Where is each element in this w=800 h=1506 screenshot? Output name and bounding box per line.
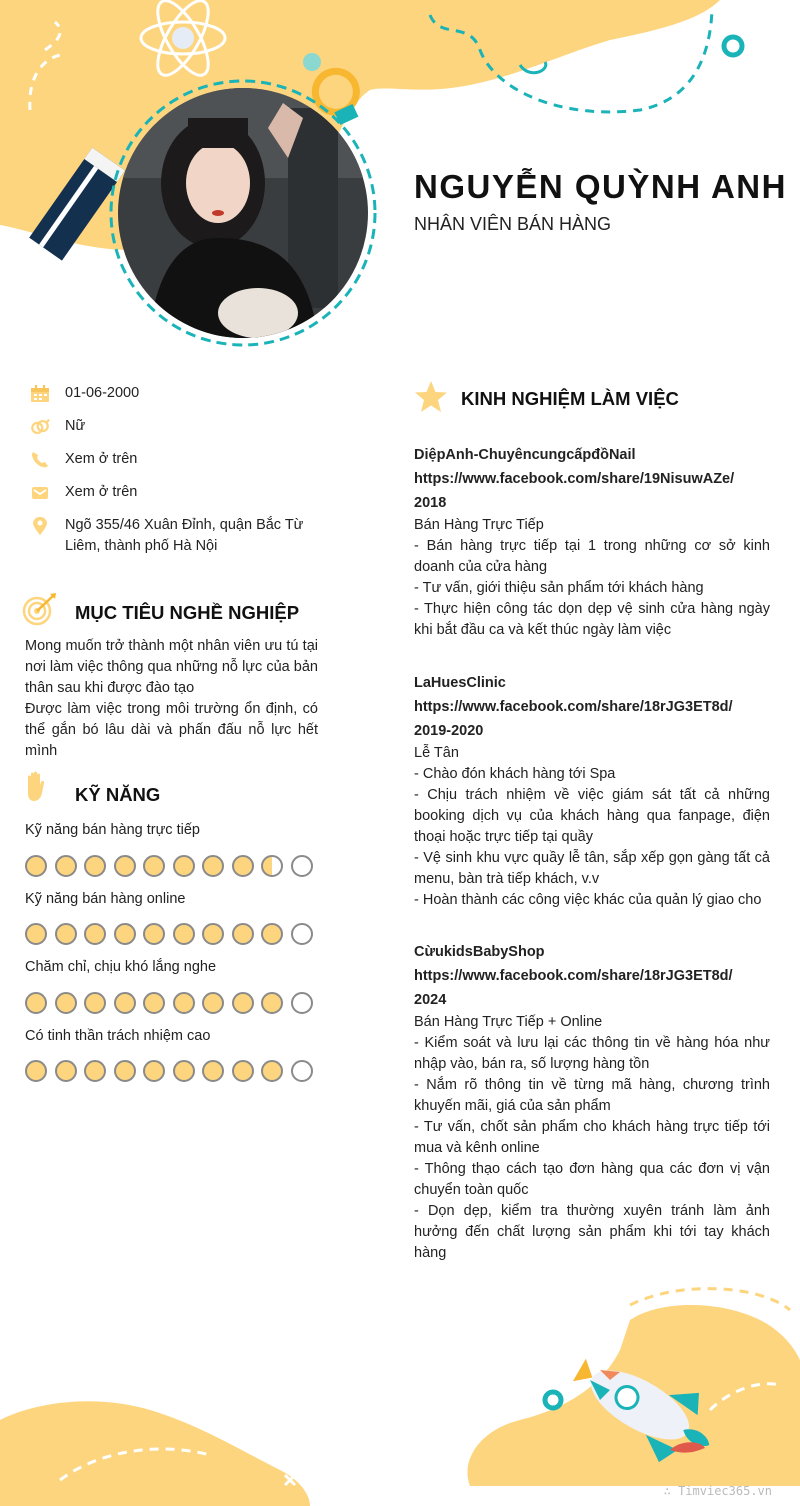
rating-dot xyxy=(25,855,47,877)
rating-dot xyxy=(114,923,136,945)
company-name: LaHuesClinic xyxy=(414,675,506,691)
job-duty: - Hoàn thành các công việc khác của quản lý giao cho xyxy=(414,892,762,908)
footer-decoration-left xyxy=(0,1380,320,1506)
rating-dot xyxy=(55,855,77,877)
rating-dot xyxy=(143,992,165,1014)
birthdate-text: 01-06-2000 xyxy=(65,385,140,401)
objective-line: Mong muốn trở thành một nhân viên ưu tú tại nơi làm việc thông qua những nỗ lực của bản thân sau khi được đào tạo xyxy=(25,638,318,696)
job-duty: - Thông thạo cách tạo đơn hàng qua các đơn vị vận chuyển toàn quốc xyxy=(414,1161,770,1198)
rating-dot xyxy=(84,1060,106,1082)
email-icon xyxy=(30,484,50,502)
candidate-name: NGUYỄN QUỲNH ANH xyxy=(414,168,787,205)
skills-heading: KỸ NĂNG xyxy=(75,784,161,805)
company-link[interactable]: https://www.facebook.com/share/18rJG3ET8d/ xyxy=(414,968,733,984)
profile-photo xyxy=(118,88,368,338)
rating-dot xyxy=(261,923,283,945)
rating-dot xyxy=(84,855,106,877)
job-duty: - Chào đón khách hàng tới Spa xyxy=(414,766,616,782)
rating-dot xyxy=(291,1060,313,1082)
rating-dot xyxy=(143,1060,165,1082)
objective-text xyxy=(25,636,318,762)
experience-heading: KINH NGHIỆM LÀM VIỆC xyxy=(461,388,679,409)
job-duty: - Tư vấn, chốt sản phẩm cho khách hàng trực tiếp tới mua và kênh online xyxy=(414,1119,770,1156)
rating-dot xyxy=(55,923,77,945)
rating-dot xyxy=(202,923,224,945)
calendar-icon xyxy=(30,385,50,403)
rating-dot xyxy=(291,855,313,877)
address-text: Ngõ 355/46 Xuân Đỉnh, quận Bắc Từ Liêm, thành phố Hà Nội xyxy=(65,517,304,554)
rating-dot xyxy=(114,855,136,877)
job-title: NHÂN VIÊN BÁN HÀNG xyxy=(414,214,612,234)
job-duty: - Kiểm soát và lưu lại các thông tin về hàng hóa như nhập vào, bán ra, số lượng hàng tồn xyxy=(414,1035,770,1072)
rating-dot xyxy=(202,855,224,877)
footer-decoration-right xyxy=(460,1280,800,1486)
job-duty: - Chịu trách nhiệm về việc giám sát tất cả những booking dịch vụ của khách hàng qua fanpage, điện thoại hoặc trực tiếp tại quầy xyxy=(414,787,770,845)
skill-label: Kỹ năng bán hàng online xyxy=(25,891,186,907)
rating-dot xyxy=(55,992,77,1014)
job-entry xyxy=(414,942,770,1264)
skill-rating xyxy=(25,855,313,877)
rating-dot xyxy=(25,923,47,945)
rating-dot xyxy=(261,1060,283,1082)
rating-dot xyxy=(114,1060,136,1082)
job-duty: - Thực hiện công tác dọn dẹp vệ sinh cửa hàng ngày khi bắt đầu ca và kết thúc ngày làm việc xyxy=(414,601,770,638)
job-years: 2019-2020 xyxy=(414,723,484,739)
rating-dot xyxy=(173,923,195,945)
star-icon xyxy=(413,380,449,414)
rating-dot xyxy=(202,1060,224,1082)
rating-dot xyxy=(232,923,254,945)
company-link[interactable]: https://www.facebook.com/share/18rJG3ET8d/ xyxy=(414,699,733,715)
job-entry xyxy=(414,445,770,641)
company-name: DiệpAnh-ChuyêncungcấpđồNail xyxy=(414,447,636,463)
objective-heading: MỤC TIÊU NGHỀ NGHIỆP xyxy=(75,602,300,623)
rating-dot xyxy=(143,855,165,877)
watermark: ∴ Timviec365.vn xyxy=(663,1484,772,1498)
hand-icon xyxy=(24,771,48,805)
rating-dot xyxy=(25,1060,47,1082)
job-duty: - Vệ sinh khu vực quầy lễ tân, sắp xếp gọn gàng tất cả menu, bàn trà tiếp khách, v.v xyxy=(414,850,770,887)
rating-dot xyxy=(114,992,136,1014)
job-role: Lễ Tân xyxy=(414,745,459,761)
skill-rating xyxy=(25,1060,313,1082)
rating-dot xyxy=(173,992,195,1014)
phone-text: Xem ở trên xyxy=(65,451,138,467)
company-name: CừukidsBabyShop xyxy=(414,944,545,960)
skill-label: Có tinh thần trách nhiệm cao xyxy=(25,1028,211,1044)
rating-dot xyxy=(232,855,254,877)
job-duty: - Dọn dẹp, kiểm tra thường xuyên tránh làm ảnh hưởng đến chất lượng sản phẩm khi tới tay khách hàng xyxy=(414,1203,770,1261)
gender-icon xyxy=(30,418,50,436)
rating-dot xyxy=(173,1060,195,1082)
rating-dot xyxy=(261,855,283,877)
rating-dot xyxy=(291,923,313,945)
rating-dot xyxy=(232,1060,254,1082)
job-entry xyxy=(414,673,770,911)
gender-text: Nữ xyxy=(65,418,86,434)
skill-label: Kỹ năng bán hàng trực tiếp xyxy=(25,822,200,838)
job-role: Bán Hàng Trực Tiếp + Online xyxy=(414,1014,603,1030)
email-text: Xem ở trên xyxy=(65,484,138,500)
objective-line: Được làm việc trong môi trường ổn định, có thể gắn bó lâu dài và phấn đấu nỗ lực hết mình xyxy=(25,701,318,759)
job-duty: - Tư vấn, giới thiệu sản phẩm tới khách hàng xyxy=(414,580,704,596)
rating-dot xyxy=(84,923,106,945)
job-years: 2018 xyxy=(414,495,447,511)
job-duty: - Bán hàng trực tiếp tại 1 trong những cơ sở kinh doanh của cửa hàng xyxy=(414,538,770,575)
target-icon xyxy=(22,592,60,626)
rating-dot xyxy=(202,992,224,1014)
rating-dot xyxy=(55,1060,77,1082)
rating-dot xyxy=(291,992,313,1014)
company-link[interactable]: https://www.facebook.com/share/19NisuwAZe/ xyxy=(414,471,735,487)
info-address xyxy=(30,515,320,559)
rating-dot xyxy=(25,992,47,1014)
rating-dot xyxy=(84,992,106,1014)
location-icon xyxy=(30,517,50,535)
phone-icon xyxy=(30,451,50,469)
skill-rating xyxy=(25,992,313,1014)
job-years: 2024 xyxy=(414,992,447,1008)
job-role: Bán Hàng Trực Tiếp xyxy=(414,517,544,533)
job-duty: - Nắm rõ thông tin về từng mã hàng, chương trình khuyến mãi, giá của sản phẩm xyxy=(414,1077,770,1114)
skill-label: Chăm chỉ, chịu khó lắng nghe xyxy=(25,959,217,975)
rating-dot xyxy=(143,923,165,945)
rating-dot xyxy=(173,855,195,877)
rating-dot xyxy=(232,992,254,1014)
skill-rating xyxy=(25,923,313,945)
rating-dot xyxy=(261,992,283,1014)
